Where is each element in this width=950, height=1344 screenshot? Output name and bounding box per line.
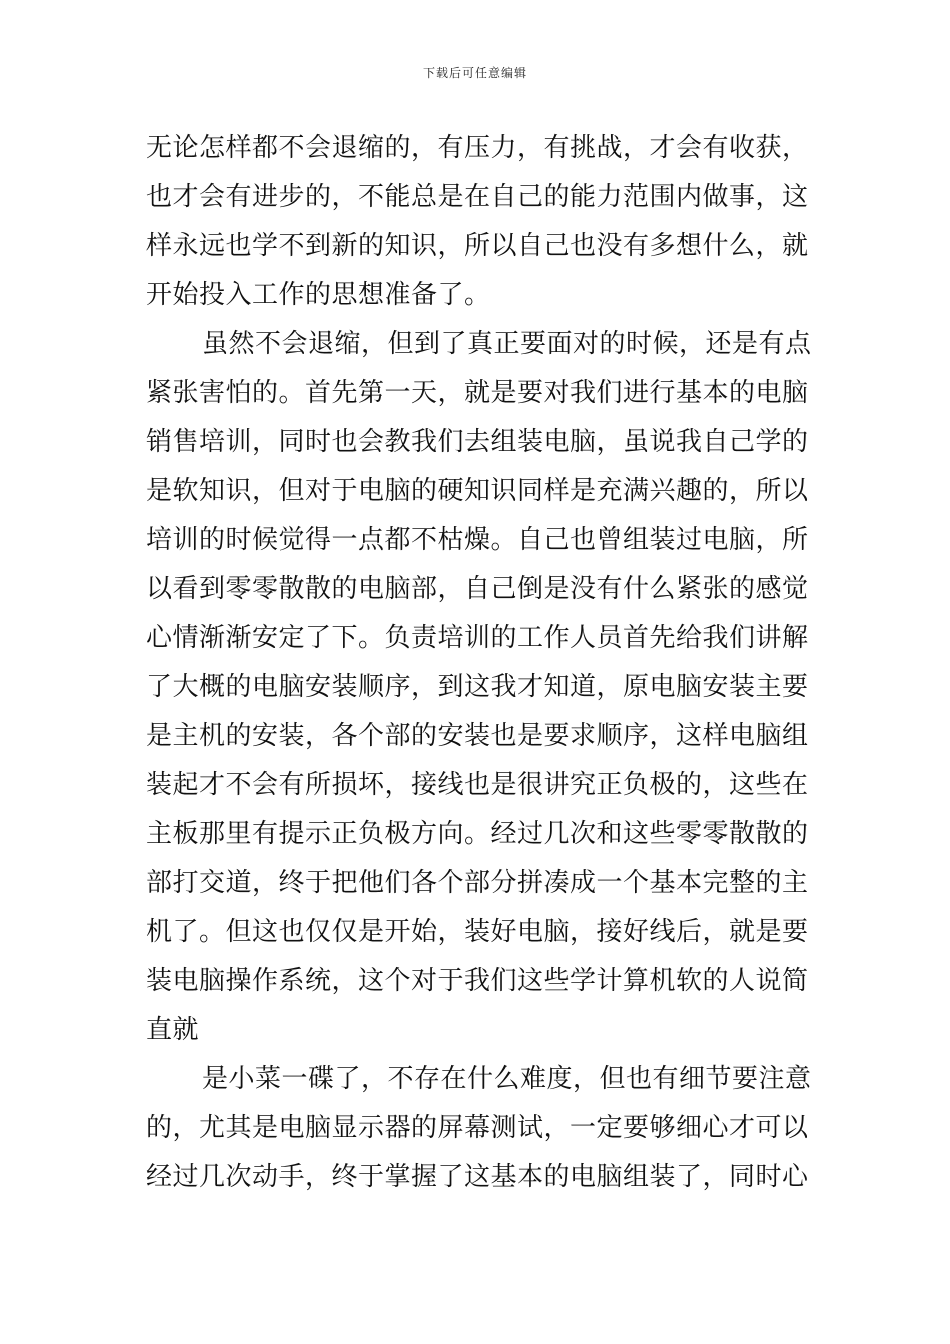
- text-line: 开始投入工作的思想准备了。: [146, 280, 491, 310]
- text-line: 也才会有进步的，不能总是在自己的能力范围内做事，这: [146, 182, 809, 212]
- text-line: 部打交道，终于把他们各个部分拼凑成一个基本完整的主: [146, 868, 809, 898]
- text-line: 机了。但这也仅仅是开始，装好电脑，接好线后，就是要: [146, 917, 809, 947]
- text-line: 心情渐渐安定了下。负责培训的工作人员首先给我们讲解: [146, 623, 809, 653]
- text-line: 主板那里有提示正负极方向。经过几次和这些零零散散的: [146, 819, 809, 849]
- document-body: [146, 124, 812, 1202]
- text-line: 经过几次动手，终于掌握了这基本的电脑组装了，同时心: [146, 1162, 809, 1192]
- text-line: 无论怎样都不会退缩的，有压力，有挑战，才会有收获，: [146, 133, 809, 163]
- text-line: 的，尤其是电脑显示器的屏幕测试，一定要够细心才可以: [146, 1113, 809, 1143]
- text-line: 是软知识，但对于电脑的硬知识同样是充满兴趣的，所以: [146, 476, 809, 506]
- text-line: 装电脑操作系统，这个对于我们这些学计算机软的人说简: [146, 966, 809, 996]
- text-line: 是主机的安装，各个部的安装也是要求顺序，这样电脑组: [146, 721, 809, 751]
- text-line: 以看到零零散散的电脑部，自己倒是没有什么紧张的感觉: [146, 574, 809, 604]
- text-line: 销售培训，同时也会教我们去组装电脑，虽说我自己学的: [146, 427, 809, 457]
- paragraph-start-line: 是小菜一碟了，不存在什么难度，但也有细节要注意: [202, 1064, 812, 1094]
- paragraph-start-line: 虽然不会退缩，但到了真正要面对的时候，还是有点: [202, 329, 812, 359]
- text-line: 培训的时候觉得一点都不枯燥。自己也曾组装过电脑，所: [146, 525, 809, 555]
- text-line: 样永远也学不到新的知识，所以自己也没有多想什么，就: [146, 231, 809, 261]
- text-line: 直就: [146, 1015, 200, 1045]
- text-line: 了大概的电脑安装顺序，到这我才知道，原电脑安装主要: [146, 672, 809, 702]
- text-line: 紧张害怕的。首先第一天，就是要对我们进行基本的电脑: [146, 378, 809, 408]
- text-line: 装起才不会有所损坏，接线也是很讲究正负极的，这些在: [146, 770, 809, 800]
- header-note: 下载后可任意编辑: [422, 66, 527, 80]
